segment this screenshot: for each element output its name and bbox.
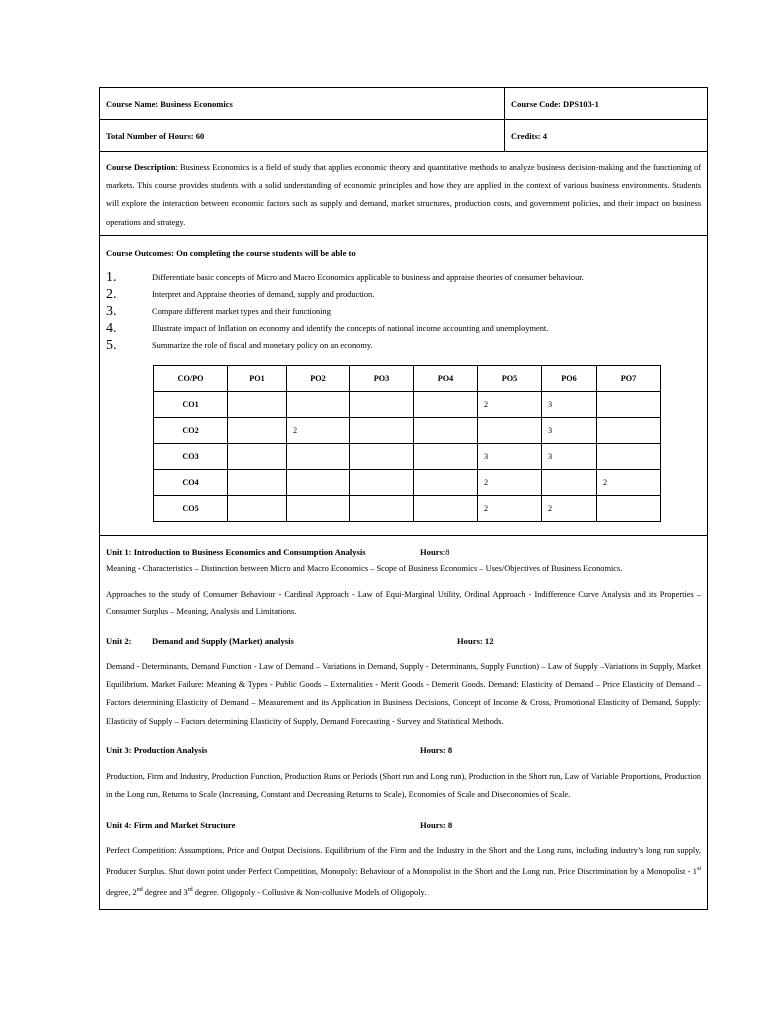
outcomes-row xyxy=(100,236,707,536)
table-cell xyxy=(228,470,287,496)
table-cell xyxy=(414,470,478,496)
table-cell: 3 xyxy=(478,444,542,470)
list-item xyxy=(106,321,706,338)
table-cell: 2 xyxy=(542,496,597,522)
table-header-cell: PO6 xyxy=(542,366,597,392)
unit-2-label: Unit 2: xyxy=(106,636,132,646)
description-label: Course Description xyxy=(106,163,176,172)
outcome-text: Interpret and Appraise theories of demand, supply and production. xyxy=(152,290,375,299)
unit-3-title: Unit 3: Production Analysis xyxy=(106,745,208,755)
syllabus-frame xyxy=(99,87,708,910)
unit-2-hours-label: Hours xyxy=(457,636,480,646)
table-cell: CO4 xyxy=(154,470,228,496)
course-name-label: Course Name xyxy=(106,98,156,109)
table-cell xyxy=(597,444,661,470)
unit-2-title: Demand and Supply (Market) analysis xyxy=(152,636,294,646)
outcome-number: 5. xyxy=(106,338,117,353)
unit-1-paragraph-2: Approaches to the study of Consumer Behaviour - Cardinal Approach - Law of Equi-Marginal Utility, Ordinal Approach - Indifference Curve Analysis and its Properties – Consumer Surplus – Meaning, Analysis and Limitations. xyxy=(106,590,701,616)
outcomes-heading xyxy=(106,248,356,258)
list-item xyxy=(106,338,706,355)
table-cell: 2 xyxy=(478,470,542,496)
description-row xyxy=(100,152,707,236)
course-description xyxy=(106,159,701,232)
unit-1-paragraph-1: Meaning - Characteristics – Distinction between Micro and Macro Economics – Scope of Business Economics – Uses/Objectives of Business Economics. xyxy=(106,564,623,573)
co-po-table xyxy=(153,365,661,522)
course-name-row xyxy=(100,88,707,120)
table-cell xyxy=(350,496,414,522)
table-header-cell: PO2 xyxy=(287,366,350,392)
outcomes-label-suffix: : On completing the course students will be able to xyxy=(171,248,356,258)
table-header-cell: CO/PO xyxy=(154,366,228,392)
total-hours-label: Total Number of Hours xyxy=(106,130,191,141)
table-cell xyxy=(350,392,414,418)
unit-4-title: Unit 4: Firm and Market Structure xyxy=(106,820,236,830)
credits-cell xyxy=(505,120,709,151)
table-header-cell: PO7 xyxy=(597,366,661,392)
table-cell: 2 xyxy=(287,418,350,444)
table-cell xyxy=(414,444,478,470)
table-cell: 2 xyxy=(597,470,661,496)
outcome-text: Illustrate impact of Inflation on economy and identify the concepts of national income accounting and unemployment. xyxy=(152,324,549,333)
credits-label: Credits xyxy=(511,130,538,141)
unit-3-paragraph: Production, Firm and Industry, Production Function, Production Runs or Periods (Short run and Long run), Production in the Short run, Law of Variable Proportions, Production in the Long run, Returns to Scale (Increasing, Constant and Decreasing Returns to Scale), Economies of Scale and Diseconomies of Scale. xyxy=(106,772,701,800)
unit-1-hours-value: :8 xyxy=(442,547,450,557)
unit-4-text-d: degree. Oligopoly - Collusive & Non-collusive Models of Oligopoly. xyxy=(192,888,427,897)
table-row xyxy=(154,418,661,444)
table-cell xyxy=(414,392,478,418)
unit-4-hours-value: : 8 xyxy=(442,820,453,830)
table-cell: 2 xyxy=(478,496,542,522)
units-section xyxy=(100,536,707,910)
table-cell: 3 xyxy=(542,444,597,470)
table-cell: CO1 xyxy=(154,392,228,418)
total-hours-cell xyxy=(100,120,505,151)
description-text: : Business Economics is a field of study that applies economic theory and quantitative methods to analyze business decision-making and the functioning of markets. This course provides students with a solid understanding of economic principles and how they are applied in the context of various business environments. Students will explore the interaction between economic factors such as supply and demand, market structures, production costs, and government policies, and their impact on business operations and strategy. xyxy=(106,163,701,227)
course-name-cell xyxy=(100,88,505,119)
outcome-number: 1. xyxy=(106,270,117,285)
course-code-cell xyxy=(505,88,709,119)
unit-2-hours xyxy=(457,636,494,646)
table-cell xyxy=(287,470,350,496)
table-cell xyxy=(478,418,542,444)
list-item xyxy=(106,287,706,304)
table-cell: 2 xyxy=(478,392,542,418)
table-cell xyxy=(597,496,661,522)
table-row xyxy=(154,470,661,496)
outcome-text: Summarize the role of fiscal and monetary policy on an economy. xyxy=(152,341,373,350)
table-header-cell: PO5 xyxy=(478,366,542,392)
unit-4-text-c: degree and 3 xyxy=(142,888,188,897)
table-cell: 3 xyxy=(542,392,597,418)
unit-2-paragraph: Demand - Determinants, Demand Function - Law of Demand – Variations in Demand, Supply - Determinants, Supply Function) – Law of Supply –Variations in Supply, Market Equilibrium. Market Failure: Meaning & Types - Public Goods – Externalities - Merit Goods - Demerit Goods. Demand: Elasticity of Demand – Price Elasticity of Demand – Factors determining Elasticity of Demand – Measurement and its Application in Business Decisions, Concept of Income & Cross, Promotional Elasticity of Demand, Supply: Elasticity of Supply – Factors determining Elasticity of Supply, Demand Forecasting - Survey and Statistical Methods. xyxy=(106,662,701,726)
unit-1-title: Unit 1: Introduction to Business Economics and Consumption Analysis xyxy=(106,547,366,557)
unit-4-text-b: degree, 2 xyxy=(106,888,137,897)
table-header-cell: PO3 xyxy=(350,366,414,392)
table-cell xyxy=(287,392,350,418)
table-cell xyxy=(228,418,287,444)
table-cell xyxy=(287,444,350,470)
unit-4-hours-label: Hours xyxy=(420,820,443,830)
list-item xyxy=(106,270,706,287)
table-cell xyxy=(597,392,661,418)
unit-4-sup-rd: rd xyxy=(187,887,193,894)
unit-4-text-a: Perfect Competition: Assumptions, Price and Output Decisions. Equilibrium of the Firm and the Industry in the Short and the Long runs, including industry’s long run supply, Producer Surplus. Shut down point under Perfect Competition, Monopoly: Behaviour of a Monopolist in the Short and the Long run. Price Discrimination by a Monopolist - 1 xyxy=(106,846,701,876)
table-cell xyxy=(350,418,414,444)
unit-4-paragraph xyxy=(106,842,701,902)
unit-4-sup-st: st xyxy=(696,866,701,873)
unit-3-hours xyxy=(420,745,452,755)
course-code-label: Course Code xyxy=(511,98,558,109)
unit-3-hours-label: Hours xyxy=(420,745,443,755)
table-cell xyxy=(228,392,287,418)
table-header-cell: PO1 xyxy=(228,366,287,392)
table-cell: CO5 xyxy=(154,496,228,522)
table-cell xyxy=(414,496,478,522)
table-row xyxy=(154,392,661,418)
course-code-value: : DPS103-1 xyxy=(557,98,599,109)
table-row xyxy=(154,444,661,470)
table-cell xyxy=(350,444,414,470)
outcome-number: 2. xyxy=(106,287,117,302)
table-cell xyxy=(350,470,414,496)
hours-row xyxy=(100,120,707,152)
outcome-text: Compare different market types and their functioning xyxy=(152,307,331,316)
outcome-number: 3. xyxy=(106,304,117,319)
table-row xyxy=(154,496,661,522)
outcome-number: 4. xyxy=(106,321,117,336)
table-cell xyxy=(542,470,597,496)
course-name-value: : Business Economics xyxy=(155,98,233,109)
table-cell xyxy=(414,418,478,444)
credits-value: : 4 xyxy=(537,130,547,141)
unit-1-hours-label: Hours xyxy=(420,547,443,557)
unit-2-hours-value: : 12 xyxy=(479,636,494,646)
total-hours-value: : 60 xyxy=(190,130,205,141)
table-header-row xyxy=(154,366,661,392)
table-header-cell: PO4 xyxy=(414,366,478,392)
table-cell xyxy=(287,496,350,522)
table-cell xyxy=(597,418,661,444)
table-cell: CO3 xyxy=(154,444,228,470)
list-item xyxy=(106,304,706,321)
table-cell xyxy=(228,444,287,470)
table-cell: 3 xyxy=(542,418,597,444)
unit-3-hours-value: : 8 xyxy=(442,745,453,755)
unit-4-hours xyxy=(420,820,452,830)
unit-4-sup-nd: nd xyxy=(136,887,143,894)
table-cell: CO2 xyxy=(154,418,228,444)
outcomes-list xyxy=(106,270,706,355)
table-cell xyxy=(228,496,287,522)
outcome-text: Differentiate basic concepts of Micro and Macro Economics applicable to business and appraise theories of consumer behaviour. xyxy=(152,273,584,282)
unit-1-hours xyxy=(420,547,450,557)
outcomes-label: Course Outcomes xyxy=(106,248,172,258)
